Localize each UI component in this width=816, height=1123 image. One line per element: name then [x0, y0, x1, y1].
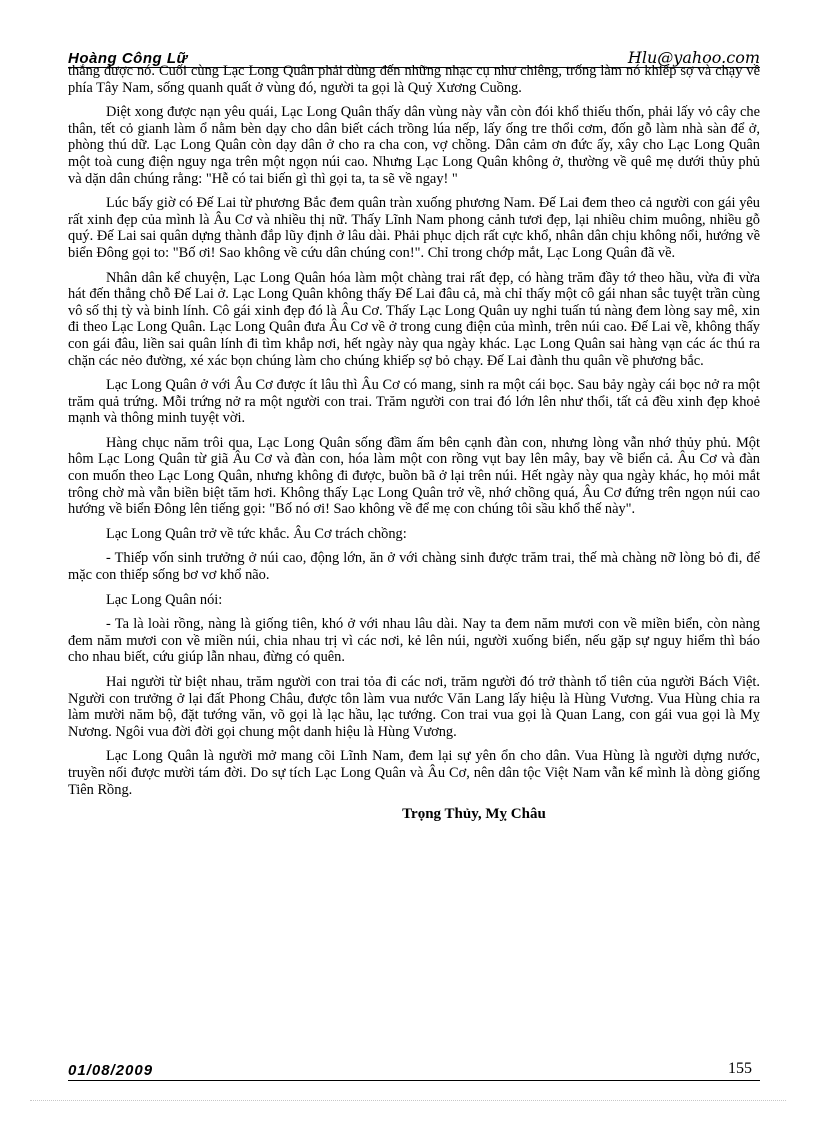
paragraph: Diệt xong được nạn yêu quái, Lạc Long Quân thấy dân vùng này vẫn còn đói khổ thiếu thốn, phải lấy vỏ cây che thân, tết cỏ gianh làm ổ nằm bèn dạy cho dân biết cách trồng lúa nếp, lấy ống tre thổi cơm, đốn gỗ làm nhà sàn để ở, phòng thú dữ. Lạc Long Quân còn dạy dân ở cho ra cha con, vợ chồng. Dân cảm ơn đức ấy, xây cho Lạc Long Quân một toà cung điện nguy nga trên một ngọn núi cao. Nhưng Lạc Long Quân không ở, thường về quê mẹ dưới thủy phủ và dặn dân chúng rằng: "Hễ có tai biến gì thì gọi ta, ta sẽ về ngay! ": [68, 104, 760, 187]
paragraph: Lúc bấy giờ có Đế Lai từ phương Bắc đem quân tràn xuống phương Nam. Đế Lai đem theo cả người con gái yêu rất xinh đẹp của mình là Âu Cơ và nhiều thị nữ. Thấy Lĩnh Nam phong cảnh tươi đẹp, lại nhiều chim muông, nhiều gỗ quý. Đế Lai sai quân dựng thành đắp lũy định ở lâu dài. Phải phục dịch rất cực khổ, nhân dân chịu không nổi, hướng về biển Đông gọi to: "Bố ơi! Sao không về cứu dân chúng con!". Chỉ trong chớp mắt, Lạc Long Quân đã về.: [68, 195, 760, 261]
article-signature: Trọng Thủy, Mỵ Châu: [402, 806, 546, 823]
paragraph: Lạc Long Quân nói:: [106, 591, 223, 608]
page-edge-divider: [30, 1100, 786, 1101]
footer-date: 01/08/2009: [68, 1062, 154, 1079]
paragraph: Lạc Long Quân ở với Âu Cơ được ít lâu thì Âu Cơ có mang, sinh ra một cái bọc. Sau bảy ngày cái bọc nở ra một trăm quả trứng. Mỗi trứng nở ra một người con trai. Trăm người con trai đó lớn lên như thổi, tất cả đều xinh đẹp khoẻ mạnh và thông minh tuyệt vời.: [68, 377, 760, 427]
paragraph: Hàng chục năm trôi qua, Lạc Long Quân sống đầm ấm bên cạnh đàn con, nhưng lòng vẫn nhớ thủy phủ. Một hôm Lạc Long Quân từ giã Âu Cơ và đàn con, hóa làm một con rồng vụt bay lên mây, bay về biển cả. Âu Cơ và đàn con muốn theo Lạc Long Quân, nhưng không đi được, buồn bã ở lại trên núi. Hết ngày này qua ngày khác, họ mỏi mắt trông chờ mà vẫn biền biệt tăm hơi. Không thấy Lạc Long Quân trở về, nhớ chồng quá, Âu Cơ đứng trên ngọn núi cao hướng về biển Đông lên tiếng gọi: "Bố nó ơi! Sao không về để mẹ con chúng tôi sầu khổ thế này".: [68, 434, 760, 518]
footer-divider: [68, 1080, 760, 1081]
page-number: 155: [728, 1060, 752, 1077]
article-body: [68, 63, 760, 823]
paragraph: Hai người từ biệt nhau, trăm người con trai tỏa đi các nơi, trăm người đó trở thành tổ tiên của người Bách Việt. Người con trưởng ở lại đất Phong Châu, được tôn làm vua nước Văn Lang lấy hiệu là Hùng Vương. Vua Hùng chia ra làm mười năm bộ, đặt tướng văn, võ gọi là lạc hầu, lạc tướng. Con trai vua gọi là Quan Lang, con gái vua gọi là Mỵ Nương. Ngôi vua đời đời gọi chung một danh hiệu là Hùng Vương.: [68, 674, 760, 740]
paragraph: Lạc Long Quân là người mở mang cõi Lĩnh Nam, đem lại sự yên ổn cho dân. Vua Hùng là người dựng nước, truyền nối được mười tám đời. Do sự tích Lạc Long Quân và Âu Cơ, nên dân tộc Việt Nam vẫn kể mình là dòng giống Tiên Rồng.: [68, 748, 760, 798]
paragraph: Lạc Long Quân trở về tức khắc. Âu Cơ trách chồng:: [106, 525, 407, 542]
paragraph: - Ta là loài rồng, nàng là giống tiên, khó ở với nhau lâu dài. Nay ta đem năm mươi con về miền biển, còn nàng đem năm mươi con về miền núi, chia nhau trị vì các nơi, kẻ lên núi, người xuống biển, nếu gặp sự nguy hiểm thì báo cho nhau biết, cứu giúp lẫn nhau, đừng có quên.: [68, 616, 760, 666]
paragraph: thắng được nó. Cuối cùng Lạc Long Quân phải dùng đến những nhạc cụ như chiêng, trống làm nó khiếp sợ và chạy về phía Tây Nam, sống quanh quất ở vùng đó, người ta gọi là Quỷ Xương Cuồng.: [68, 63, 760, 96]
paragraph: - Thiếp vốn sinh trưởng ở núi cao, động lớn, ăn ở với chàng sinh được trăm trai, thế mà chàng nỡ lòng bỏ đi, để mặc con thiếp sống bơ vơ khổ não.: [68, 550, 760, 584]
header-email: Hlu@yahoo.com: [627, 48, 760, 67]
paragraph: Nhân dân kể chuyện, Lạc Long Quân hóa làm một chàng trai rất đẹp, có hàng trăm đầy tớ theo hầu, vừa đi vừa hát đến thẳng chỗ Đế Lai ở. Lạc Long Quân không thấy Đế Lai đâu cả, mà chỉ thấy một cô gái nhan sắc tuyệt trần cùng vô số thị tỳ và binh lính. Cô gái xinh đẹp đó là Âu Cơ. Thấy Lạc Long Quân uy nghi tuấn tú nàng đem lòng say mê, xin đi theo Lạc Long Quân. Lạc Long Quân đưa Âu Cơ về ở trong cung điện của mình, trên núi cao. Đế Lai về, không thấy con gái đâu, liền sai quân lính đi tìm khắp nơi, hết ngày này qua ngày khác. Lạc Long Quân sai hàng vạn các ác thú ra chặn các nẻo đường, xé xác bọn chúng làm cho chúng khiếp sợ bỏ chạy. Đế Lai đành thu quân về phương bắc.: [68, 269, 760, 369]
header-author: Hoàng Công Lữ: [68, 50, 188, 67]
